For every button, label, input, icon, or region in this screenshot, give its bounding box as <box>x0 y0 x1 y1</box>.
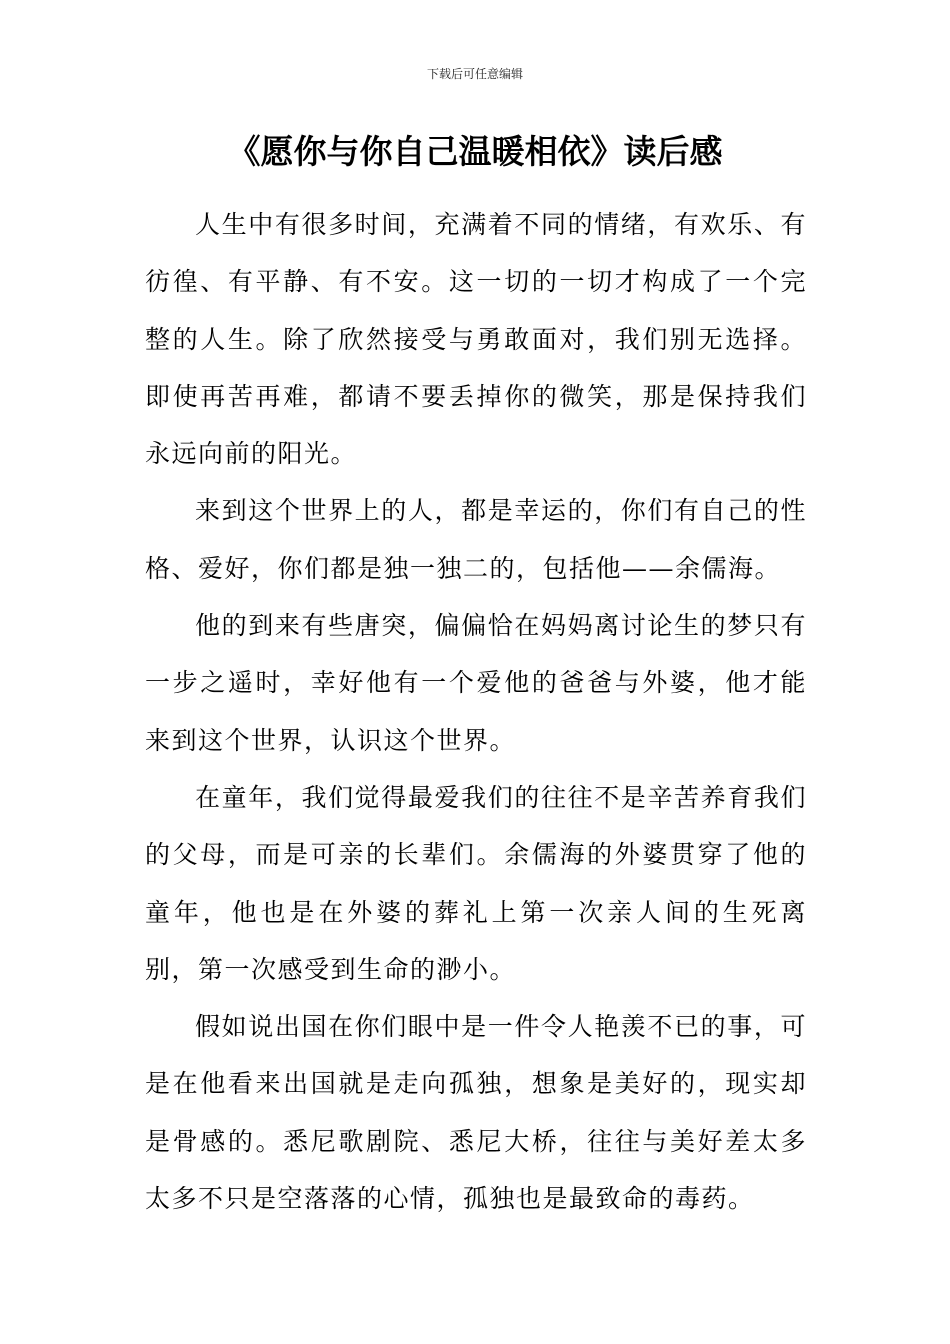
paragraph-3: 他的到来有些唐突，偏偏恰在妈妈离讨论生的梦只有一步之遥时，幸好他有一个爱他的爸爸与外婆，他才能来到这个世界，认识这个世界。 <box>145 611 807 755</box>
paragraph-5: 假如说出国在你们眼中是一件令人艳羡不已的事，可是在他看来出国就是走向孤独，想象是美好的，现实却是骨感的。悉尼歌剧院、悉尼大桥，往往与美好差太多太多不只是空落落的心情，孤独也是最致命的毒药。 <box>145 1012 807 1214</box>
paragraph-1: 人生中有很多时间，充满着不同的情绪，有欢乐、有彷徨、有平静、有不安。这一切的一切才构成了一个完整的人生。除了欣然接受与勇敢面对，我们别无选择。即使再苦再难，都请不要丢掉你的微笑，那是保持我们永远向前的阳光。 <box>145 210 807 469</box>
header-note: 下载后可任意编辑 <box>426 67 523 81</box>
document-body <box>145 196 807 1227</box>
paragraph-2: 来到这个世界上的人，都是幸运的，你们有自己的性格、爱好，你们都是独一独二的，包括他——余儒海。 <box>145 496 807 583</box>
document-title: 《愿你与你自己温暖相依》读后感 <box>227 132 723 171</box>
paragraph-4: 在童年，我们觉得最爱我们的往往不是辛苦养育我们的父母，而是可亲的长辈们。余儒海的外婆贯穿了他的童年，他也是在外婆的葬礼上第一次亲人间的生死离别，第一次感受到生命的渺小。 <box>145 782 807 984</box>
